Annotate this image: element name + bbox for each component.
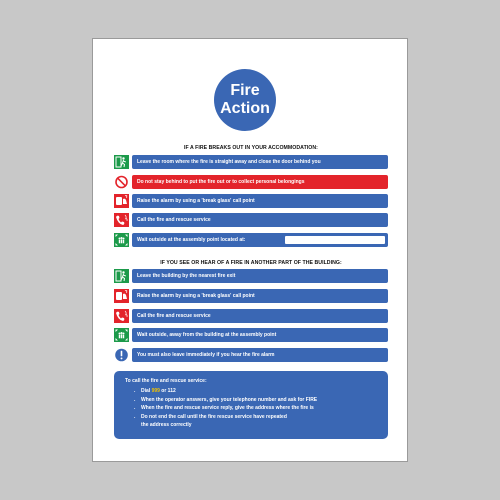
section1-item <box>114 194 388 208</box>
fire-telephone-icon <box>114 309 129 323</box>
section1-item-text: Raise the alarm by using a 'break glass' call point <box>132 194 388 208</box>
section2-item <box>114 269 388 283</box>
assembly-point-location-field[interactable] <box>285 236 385 244</box>
bullet-dot: . <box>134 413 136 420</box>
fire-action-sign <box>92 38 408 462</box>
assembly-point-icon <box>114 328 129 342</box>
call-instructions-box <box>114 371 388 439</box>
bullet-dot: . <box>134 388 136 394</box>
prohibition-icon <box>114 175 129 189</box>
call-instruction-item <box>134 396 388 405</box>
call-instructions-title: To call the fire and rescue service: <box>125 378 207 384</box>
call-instruction-text: the address correctly <box>141 422 192 429</box>
assembly-point-icon <box>114 233 129 247</box>
section1-heading: IF A FIRE BREAKS OUT IN YOUR ACCOMMODATION: <box>184 145 318 151</box>
section1-item-text: Call the fire and rescue service <box>132 213 388 227</box>
exclamation-icon <box>114 348 129 362</box>
section2-item-text: Wait outside, away from the building at the assembly point <box>132 328 388 342</box>
fire-telephone-icon <box>114 213 129 227</box>
section2-item <box>114 309 388 323</box>
section2-item-text: Call the fire and rescue service <box>132 309 388 323</box>
section1-item <box>114 213 388 227</box>
dial-suffix: or 112 <box>159 388 176 394</box>
call-instruction-item <box>134 404 388 413</box>
dial-prefix: Dial <box>141 388 152 394</box>
fire-alarm-call-point-icon <box>114 289 129 303</box>
section2-heading: IF YOU SEE OR HEAR OF A FIRE IN ANOTHER PART OF THE BUILDING: <box>160 260 342 266</box>
emergency-number: 999 <box>151 388 160 394</box>
title-line-1: Fire <box>230 82 260 99</box>
title-line-2: Action <box>220 100 270 117</box>
section1-item <box>114 233 388 247</box>
section2-item-text: You must also leave immediately if you hear the fire alarm <box>132 348 388 362</box>
call-instruction-item <box>134 413 388 422</box>
call-instruction-item-continued <box>134 421 388 430</box>
bullet-dot: . <box>134 396 136 403</box>
section2-item-text: Leave the building by the nearest fire exit <box>132 269 388 283</box>
section1-item <box>114 175 388 189</box>
call-instruction-text: When the fire and rescue service reply, give the address where the fire is <box>141 405 314 412</box>
emergency-exit-icon <box>114 269 129 283</box>
call-instructions-list <box>125 387 388 430</box>
call-instruction-text: Do not end the call until the fire rescue service have repeated <box>141 413 287 420</box>
section2-item <box>114 348 388 362</box>
section1-item <box>114 155 388 169</box>
call-instruction-item <box>134 387 388 396</box>
fire-alarm-call-point-icon <box>114 194 129 208</box>
section1-item-text <box>132 233 388 247</box>
bullet-dot: . <box>134 405 136 412</box>
call-instruction-text: When the operator answers, give your telephone number and ask for FIRE <box>141 396 318 403</box>
section2-item <box>114 289 388 303</box>
emergency-exit-icon <box>114 155 129 169</box>
section1-item-text: Leave the room where the fire is straight away and close the door behind you <box>132 155 388 169</box>
fire-action-title-badge <box>214 69 276 131</box>
section1-item-text: Do not stay behind to put the fire out or to collect personal belongings <box>132 175 388 189</box>
section2-item-text: Raise the alarm by using a 'break glass' call point <box>132 289 388 303</box>
section2-item <box>114 328 388 342</box>
assembly-point-label: Wait outside at the assembly point located at: <box>137 237 246 243</box>
